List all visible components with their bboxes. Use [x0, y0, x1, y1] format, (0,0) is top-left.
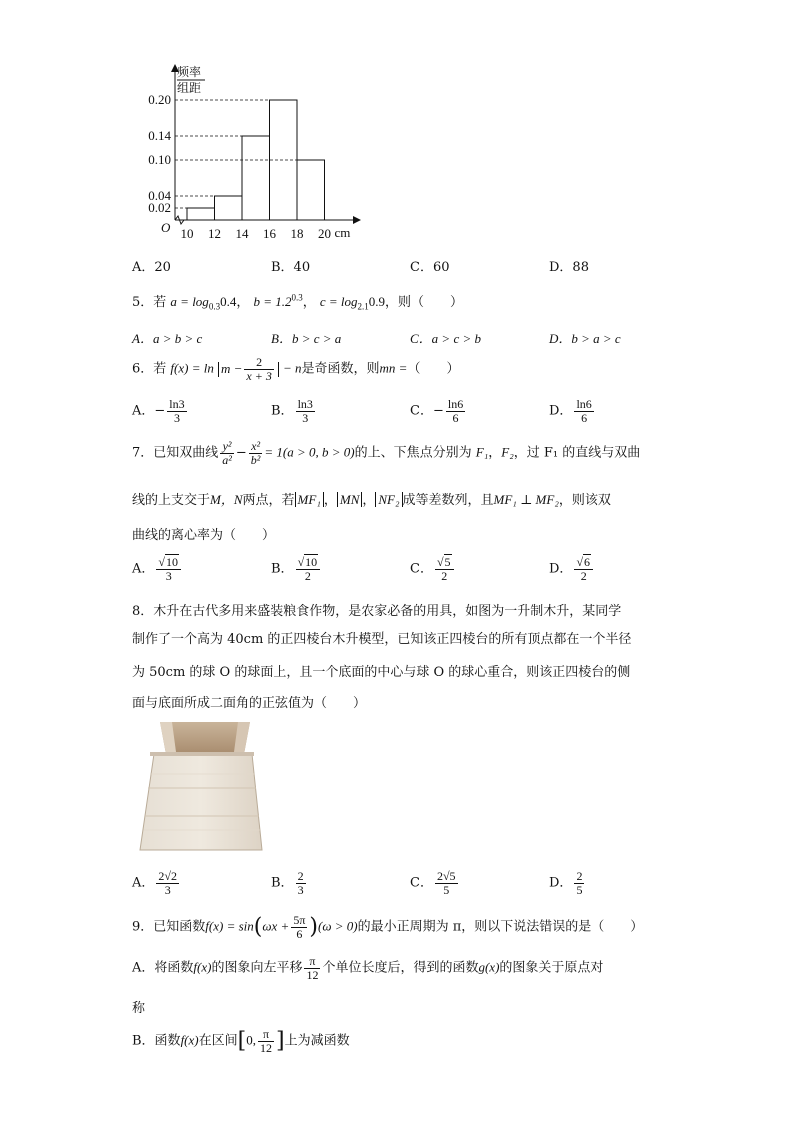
q6-option-b[interactable]: B． $\frac{\ln 3}{3}$	[271, 397, 313, 425]
q6-option-c[interactable]: C．− $\frac{\ln 6}{6}$	[410, 397, 464, 425]
q7-option-b[interactable]: B． $\frac{√10}{2}$	[271, 556, 322, 582]
x-tick-label: 16	[263, 226, 276, 241]
x-tick-label: 20	[318, 226, 331, 241]
q8-option-d[interactable]: D． $\frac{2}{5}$	[549, 869, 583, 897]
q7-option-c[interactable]: C． $\frac{√5}{2}$	[410, 556, 456, 582]
q5-option-d[interactable]: D．b > a > c	[549, 331, 621, 346]
q9-option-b[interactable]: B．函数f(x)在区间[0, $\frac{\pi}{12}$ ]上为减函数	[132, 1027, 350, 1055]
y-tick-label: 0.20	[148, 92, 171, 107]
q4-option-a[interactable]: A．20	[132, 260, 171, 275]
q6-option-d[interactable]: D． $\frac{\ln 6}{6}$	[549, 397, 592, 425]
y-label-top: 频率	[177, 65, 202, 79]
q5-option-a[interactable]: A．a > b > c	[132, 331, 203, 346]
q4-option-c[interactable]: C．60	[410, 260, 450, 275]
x-unit-label: cm	[334, 225, 351, 240]
histogram-bar	[242, 136, 270, 220]
q8-stem-line2: 制作了一个高为 40cm 的正四棱台木升模型，已知该正四棱台的所有顶点都在一个半径	[132, 632, 632, 647]
q8-stem-line1: 8．木升在古代多用来盛装粮食作物，是农家必备的用具，如图为一升制木升，某同学	[132, 604, 622, 619]
y-tick-label: 0.14	[148, 128, 171, 143]
histogram-bar	[297, 160, 325, 220]
q7-option-a[interactable]: A． $\frac{√10}{3}$	[132, 556, 183, 582]
q9-stem: 9．已知函数f(x) = sin(ωx + $\frac{5\pi}{6}$ )(ω > 0)的最小正周期为 π，则以下说法错误的是（ ）	[132, 913, 644, 941]
q5-stem: 5．若 $a = \log_{0.3}0.4$， $b = 1.2^{0.3}$， $c = \log_{2.1}0.9$，则（ ）	[132, 292, 464, 312]
q9-option-a-cont: 称	[132, 1001, 146, 1016]
q7-stem-line2: 线的上支交于M，N两点，若 MF₁ ， MN ， NF₂ 成等差数列，且MF₁ ⊥ MF₂，则该双	[132, 492, 611, 508]
frequency-histogram	[125, 62, 365, 242]
y-tick-label: 0.10	[148, 152, 171, 167]
x-tick-label: 10	[180, 226, 194, 241]
y-label-bottom: 组距	[177, 81, 202, 95]
y-tick-label: 0.04	[148, 188, 171, 203]
q9-option-a[interactable]: A．将函数f(x)的图象向左平移 $\frac{\pi}{12}$ 个单位长度后，得到的函数g(x)的图象关于原点对	[132, 954, 604, 982]
q6-stem: 6．若 f(x) = ln m − $\frac{2}{x + 3}$ − n是奇函数，则mn =（ ）	[132, 355, 460, 383]
q6-option-a[interactable]: A．− $\frac{\ln 3}{3}$	[132, 397, 185, 425]
origin-label: O	[161, 220, 171, 235]
x-axis-arrow	[353, 216, 361, 224]
q7-stem-line1: 7．已知双曲线 $\frac{\text{y²}}{\text{a²}}$ − $\frac{\text{x²}}{\text{b²}}$ = 1(a > 0, b > 0)的上、下焦点分别为 F₁，F₂，过 F₁ 的直线与双曲	[132, 439, 641, 467]
x-tick-label: 12	[208, 226, 221, 241]
q4-option-d[interactable]: D．88	[549, 260, 589, 275]
x-tick-label: 14	[235, 226, 249, 241]
histogram-bar	[215, 196, 243, 220]
x-tick-label: 18	[290, 226, 304, 241]
q8-stem-line4: 面与底面所成二面角的正弦值为（ ）	[132, 696, 367, 711]
q5-option-b[interactable]: B．b > c > a	[271, 331, 342, 346]
q8-option-c[interactable]: C． $\frac{2√5}{5}$	[410, 869, 456, 897]
q8-stem-line3: 为 50cm 的球 O 的球面上，且一个底面的中心与球 O 的球心重合，则该正四棱台的侧	[132, 665, 631, 680]
q4-option-b[interactable]: B．40	[271, 260, 311, 275]
histogram-bar	[187, 208, 215, 220]
y-tick-label: 0.02	[148, 200, 171, 215]
q5-option-c[interactable]: C．a > c > b	[410, 331, 481, 346]
q8-option-b[interactable]: B． $\frac{2}{3}$	[271, 869, 304, 897]
q7-stem-line3: 曲线的离心率为（ ）	[132, 528, 276, 543]
wooden-measure-image	[136, 718, 264, 854]
q8-option-a[interactable]: A． $\frac{2√2}{3}$	[132, 869, 177, 897]
q7-option-d[interactable]: D． $\frac{√6}{2}$	[549, 556, 595, 582]
